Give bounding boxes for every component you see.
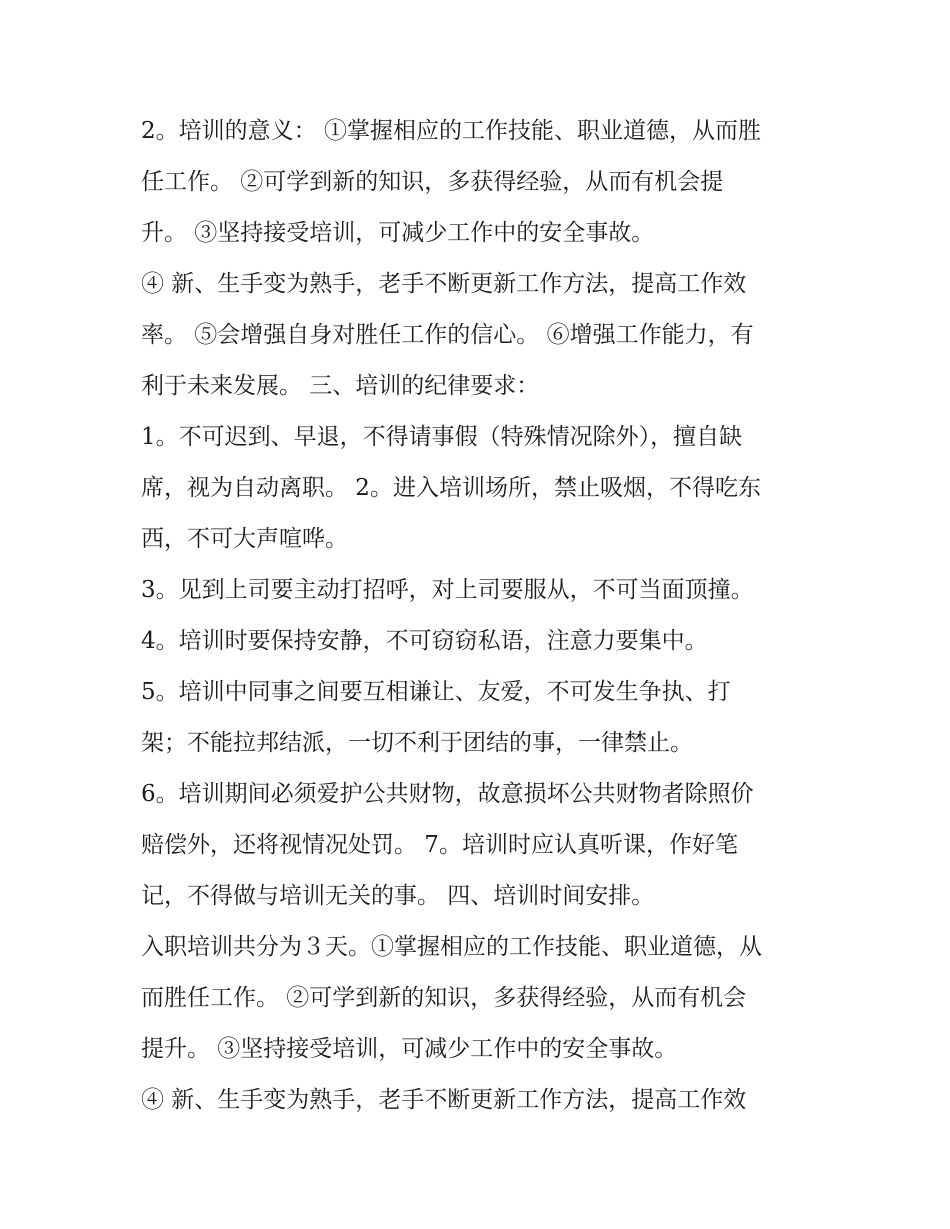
text-line: 4。培训时要保持安静，不可窃窃私语，注意力要集中。 <box>141 628 708 654</box>
text-line: 记，不得做与培训无关的事。 四、培训时间安排。 <box>141 883 655 909</box>
text-line: 6。培训期间必须爱护公共财物，故意损坏公共财物者除照价 <box>141 781 754 807</box>
text-line: 席，视为自动离职。 2。进入培训场所，禁止吸烟，不得吃东 <box>141 475 761 501</box>
text-line: 任工作。 ②可学到新的知识，多获得经验，从而有机会提 <box>141 169 724 195</box>
text-line: 西，不可大声喧哗。 <box>141 526 348 552</box>
text-line: ④ 新、生手变为熟手，老手不断更新工作方法，提高工作效 <box>141 271 747 297</box>
text-line: 提升。 ③坚持接受培训，可减少工作中的安全事故。 <box>141 1036 678 1062</box>
text-line: 赔偿外，还将视情况处罚。 7。培训时应认真听课，作好笔 <box>141 832 738 858</box>
document-body <box>141 106 821 1126</box>
text-line: 而胜任工作。 ②可学到新的知识，多获得经验，从而有机会 <box>141 985 747 1011</box>
text-line: 率。 ⑤会增强自身对胜任工作的信心。 ⑥增强工作能力，有 <box>141 322 754 348</box>
text-line: 5。培训中同事之间要互相谦让、友爱，不可发生争执、打 <box>141 679 731 705</box>
text-line: ④ 新、生手变为熟手，老手不断更新工作方法，提高工作效 <box>141 1087 747 1113</box>
text-line: 入职培训共分为３天。①掌握相应的工作技能、职业道德，从 <box>141 934 762 960</box>
text-line: 架；不能拉邦结派，一切不利于团结的事，一律禁止。 <box>141 730 693 756</box>
text-line: 2。培训的意义： ①掌握相应的工作技能、职业道德，从而胜 <box>141 118 761 144</box>
text-line: 1。不可迟到、早退，不得请事假（特殊情况除外），擅自缺 <box>141 424 743 450</box>
text-line: 利于未来发展。 三、培训的纪律要求： <box>141 373 540 399</box>
text-line: 3。见到上司要主动打招呼，对上司要服从，不可当面顶撞。 <box>141 577 754 603</box>
text-line: 升。 ③坚持接受培训，可减少工作中的安全事故。 <box>141 220 655 246</box>
